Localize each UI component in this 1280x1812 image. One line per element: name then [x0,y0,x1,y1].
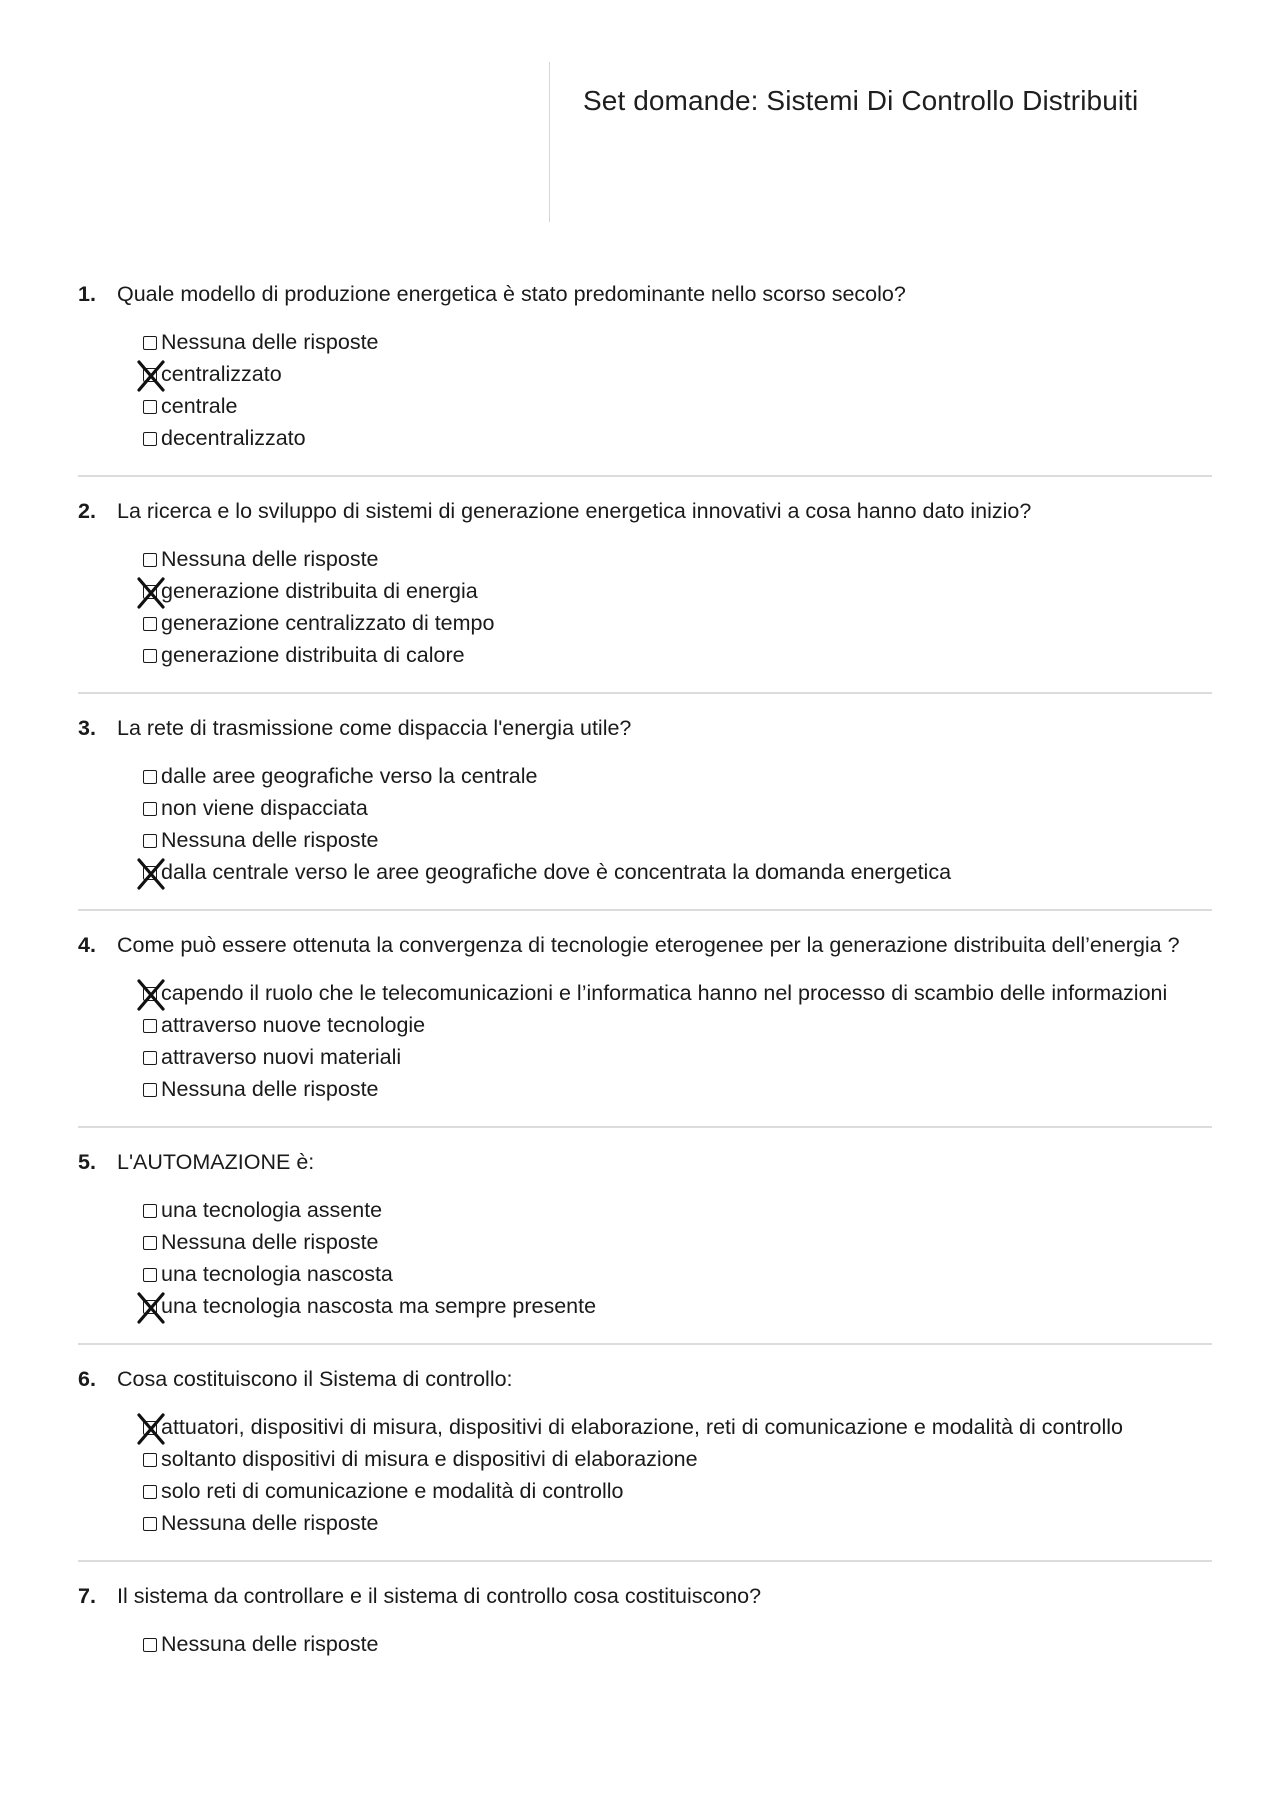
answer-label: Nessuna delle risposte [161,1511,379,1535]
answer-option[interactable] [143,422,1212,454]
answer-label: dalle aree geografiche verso la centrale [161,764,538,788]
checked-checkbox-icon[interactable] [143,1300,157,1314]
question-text [78,1363,1212,1395]
answer-option[interactable] [143,639,1212,671]
checkbox-icon[interactable] [143,834,157,848]
checkbox-icon[interactable] [143,1268,157,1282]
checkbox-icon[interactable] [143,1083,157,1097]
answer-label: Nessuna delle risposte [161,330,379,354]
answer-option[interactable] [143,792,1212,824]
answer-label: una tecnologia nascosta ma sempre presente [161,1294,597,1318]
answer-option[interactable] [143,543,1212,575]
answer-label: Nessuna delle risposte [161,828,379,852]
question-6 [78,1343,1212,1539]
checkbox-icon[interactable] [143,1517,157,1531]
checked-checkbox-icon[interactable] [143,987,157,1001]
question-label: Il sistema da controllare e il sistema di controllo cosa costituiscono? [117,1584,762,1608]
answer-option[interactable] [143,1226,1212,1258]
question-4 [78,909,1212,1105]
checked-checkbox-icon[interactable] [143,585,157,599]
answer-option[interactable] [143,1411,1212,1443]
checkbox-icon[interactable] [143,649,157,663]
question-label: La rete di trasmissione come dispaccia l'energia utile? [117,716,632,740]
question-number: 2. [78,499,96,523]
document-title: Set domande: Sistemi Di Controllo Distribuiti [583,84,1139,116]
answer-option[interactable] [143,575,1212,607]
answer-label: capendo il ruolo che le telecomunicazioni e l’informatica hanno nel processo di scambio delle informazioni [161,981,1168,1005]
answer-label: attuatori, dispositivi di misura, dispositivi di elaborazione, reti di comunicazione e modalità di controllo [161,1415,1123,1439]
question-text [78,929,1212,961]
answer-option[interactable] [143,1073,1212,1105]
answer-option[interactable] [143,1628,1212,1660]
answer-label: Nessuna delle risposte [161,547,379,571]
checkbox-icon[interactable] [143,802,157,816]
checkbox-icon[interactable] [143,770,157,784]
question-label: La ricerca e lo sviluppo di sistemi di generazione energetica innovativi a cosa hanno dato inizio? [117,499,1032,523]
question-label: L'AUTOMAZIONE è: [117,1150,315,1174]
question-5 [78,1126,1212,1322]
cross-mark-icon [137,1293,165,1323]
question-number: 6. [78,1367,96,1391]
answer-label: generazione distribuita di energia [161,579,478,603]
answer-label: attraverso nuove tecnologie [161,1013,426,1037]
answer-option[interactable] [143,1507,1212,1539]
answer-label: soltanto dispositivi di misura e dispositivi di elaborazione [161,1447,698,1471]
question-3 [78,692,1212,888]
question-2 [78,475,1212,671]
checkbox-icon[interactable] [143,1638,157,1652]
answer-option[interactable] [143,390,1212,422]
question-number: 3. [78,716,96,740]
question-list [78,278,1212,1660]
answer-options [78,1194,1212,1322]
answer-label: dalla centrale verso le aree geografiche dove è concentrata la domanda energetica [161,860,952,884]
answer-option[interactable] [143,1041,1212,1073]
answer-label: Nessuna delle risposte [161,1230,379,1254]
question-number: 5. [78,1150,96,1174]
question-text [78,1580,1212,1612]
answer-option[interactable] [143,1443,1212,1475]
checkbox-icon[interactable] [143,1204,157,1218]
checkbox-icon[interactable] [143,553,157,567]
answer-option[interactable] [143,760,1212,792]
checkbox-icon[interactable] [143,1051,157,1065]
answer-label: non viene dispacciata [161,796,368,820]
question-text [78,1146,1212,1178]
answer-options [78,1628,1212,1660]
answer-option[interactable] [143,824,1212,856]
checkbox-icon[interactable] [143,1019,157,1033]
question-label: Quale modello di produzione energetica è stato predominante nello scorso secolo? [117,282,906,306]
question-label: Cosa costituiscono il Sistema di controllo: [117,1367,513,1391]
question-number: 1. [78,282,96,306]
answer-label: generazione centralizzato di tempo [161,611,495,635]
answer-option[interactable] [143,358,1212,390]
checkbox-icon[interactable] [143,1453,157,1467]
answer-option[interactable] [143,607,1212,639]
answer-label: solo reti di comunicazione e modalità di controllo [161,1479,624,1503]
question-1 [78,278,1212,454]
answer-label: generazione distribuita di calore [161,643,465,667]
cross-mark-icon [137,980,165,1010]
answer-label: Nessuna delle risposte [161,1632,379,1656]
cross-mark-icon [137,578,165,608]
answer-option[interactable] [143,326,1212,358]
answer-options [78,543,1212,671]
cross-mark-icon [137,361,165,391]
header-divider [549,62,550,222]
answer-label: decentralizzato [161,426,306,450]
question-number: 7. [78,1584,96,1608]
answer-option[interactable] [143,1194,1212,1226]
question-7 [78,1560,1212,1660]
checkbox-icon[interactable] [143,1485,157,1499]
cross-mark-icon [137,1414,165,1444]
question-text [78,278,1212,310]
answer-label: attraverso nuovi materiali [161,1045,402,1069]
answer-option[interactable] [143,1258,1212,1290]
answer-options [78,326,1212,454]
checkbox-icon[interactable] [143,336,157,350]
checkbox-icon[interactable] [143,400,157,414]
answer-label: Nessuna delle risposte [161,1077,379,1101]
answer-option[interactable] [143,1290,1212,1322]
answer-option[interactable] [143,977,1212,1009]
checkbox-icon[interactable] [143,617,157,631]
answer-label: una tecnologia nascosta [161,1262,393,1286]
question-label: Come può essere ottenuta la convergenza di tecnologie eterogenee per la generazione distribuita dell’energia ? [117,933,1180,957]
question-text [78,712,1212,744]
answer-option[interactable] [143,1009,1212,1041]
answer-option[interactable] [143,1475,1212,1507]
answer-options [78,977,1212,1105]
answer-option[interactable] [143,856,1212,888]
answer-label: centrale [161,394,238,418]
checked-checkbox-icon[interactable] [143,1421,157,1435]
question-text [78,495,1212,527]
answer-options [78,1411,1212,1539]
checkbox-icon[interactable] [143,432,157,446]
question-number: 4. [78,933,96,957]
checked-checkbox-icon[interactable] [143,368,157,382]
answer-label: una tecnologia assente [161,1198,383,1222]
checkbox-icon[interactable] [143,1236,157,1250]
answer-label: centralizzato [161,362,282,386]
answer-options [78,760,1212,888]
checked-checkbox-icon[interactable] [143,866,157,880]
cross-mark-icon [137,859,165,889]
